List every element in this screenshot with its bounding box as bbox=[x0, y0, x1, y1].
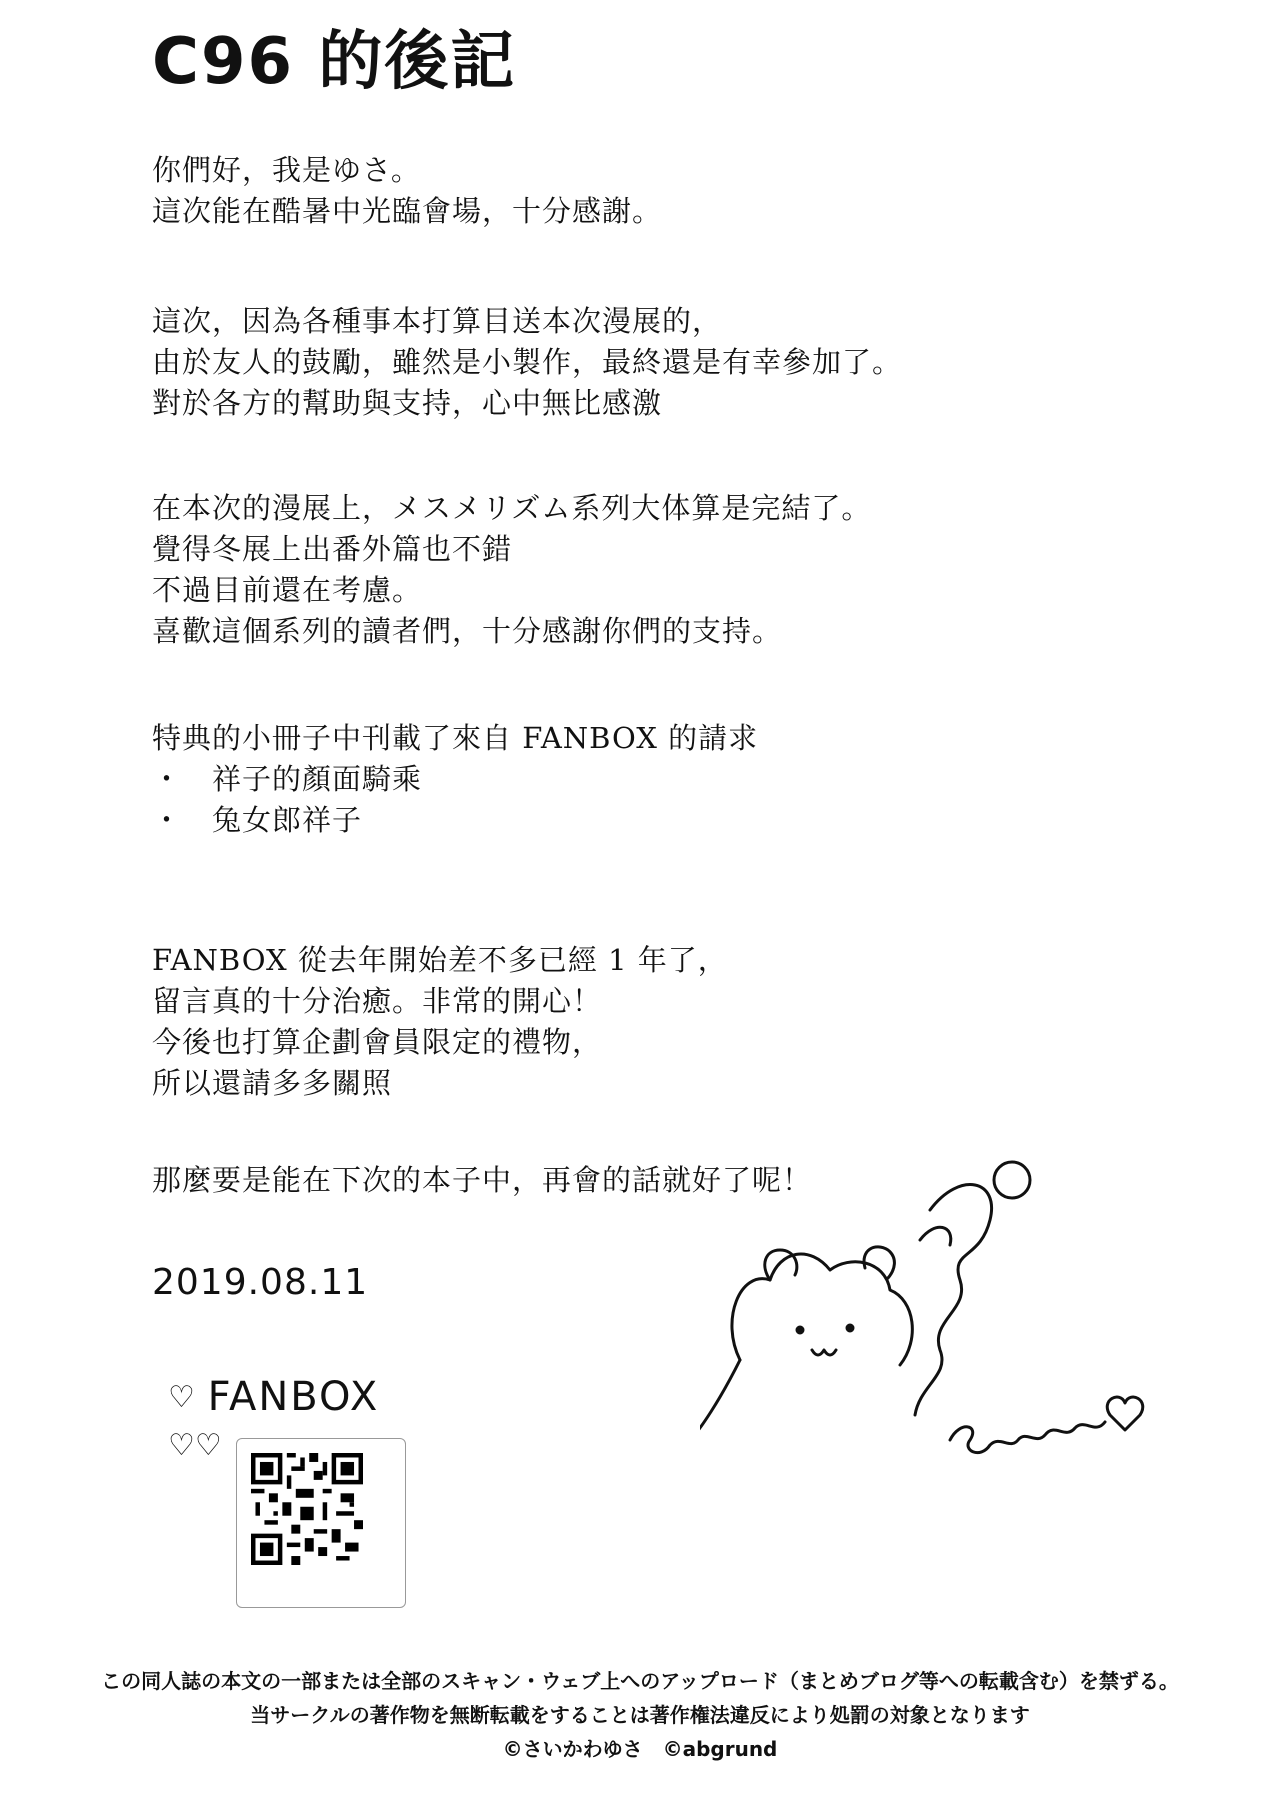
text-line: 由於友人的鼓勵，雖然是小製作，最終還是有幸參加了。 bbox=[152, 345, 903, 379]
paragraph-participation bbox=[152, 301, 902, 424]
text-line: 今後也打算企劃會員限定的禮物， bbox=[152, 1025, 603, 1059]
bullet-item: ・ 祥子的顏面騎乘 bbox=[152, 762, 423, 796]
text-line: FANBOX 從去年開始差不多已經 1 年了， bbox=[152, 943, 728, 977]
text-line: 那麼要是能在下次的本子中，再會的話就好了呢！ bbox=[152, 1163, 813, 1197]
text-line: 覺得冬展上出番外篇也不錯 bbox=[152, 532, 513, 566]
footer-copyright: ©さいかわゆさ ©abgrund bbox=[502, 1737, 778, 1761]
text-line: 不過目前還在考慮。 bbox=[152, 573, 423, 607]
text-line: 在本次的漫展上，メスメリズム系列大体算是完結了。 bbox=[152, 491, 872, 525]
text-line: 這次，因為各種事本打算目送本次漫展的， bbox=[152, 304, 723, 338]
fanbox-logo bbox=[168, 1372, 438, 1463]
heart-icon: ♡ bbox=[168, 1379, 195, 1415]
text-line: 這次能在酷暑中光臨會場，十分感謝。 bbox=[152, 194, 663, 228]
paragraph-fanbox bbox=[152, 940, 728, 1104]
text-line: 所以還請多多關照 bbox=[152, 1066, 393, 1100]
paragraph-greeting bbox=[152, 150, 662, 232]
text-line: 特典的小冊子中刊載了來自 FANBOX 的請求 bbox=[152, 721, 759, 755]
text-line: 你們好，我是ゆさ。 bbox=[152, 153, 421, 187]
text-line: 留言真的十分治癒。非常的開心！ bbox=[152, 984, 603, 1018]
qr-code-icon bbox=[251, 1453, 363, 1565]
date-text: 2019.08.11 bbox=[152, 1262, 369, 1303]
paragraph-series bbox=[152, 488, 871, 652]
handwritten-signature bbox=[700, 1150, 1160, 1510]
copyright-footer bbox=[0, 1664, 1280, 1766]
heart-icon: ♡♡ bbox=[168, 1427, 222, 1463]
footer-notice-line: 当サークルの著作物を無断転載をすることは著作権法違反により処罰の対象となります bbox=[250, 1703, 1030, 1727]
footer-notice-line: この同人誌の本文の一部または全部のスキャン・ウェブ上へのアップロード（まとめブログ等への転載含む）を禁ずる。 bbox=[101, 1669, 1179, 1693]
page-title: C96 的後記 bbox=[152, 25, 517, 99]
fanbox-logo-text: FANBOX bbox=[207, 1374, 380, 1420]
paragraph-bonus bbox=[152, 718, 758, 841]
bullet-item: ・ 兔女郎祥子 bbox=[152, 803, 363, 837]
text-line: 對於各方的幫助與支持，心中無比感激 bbox=[152, 386, 663, 420]
qr-code[interactable] bbox=[236, 1438, 406, 1608]
text-line: 喜歡這個系列的讀者們，十分感謝你們的支持。 bbox=[152, 614, 783, 648]
